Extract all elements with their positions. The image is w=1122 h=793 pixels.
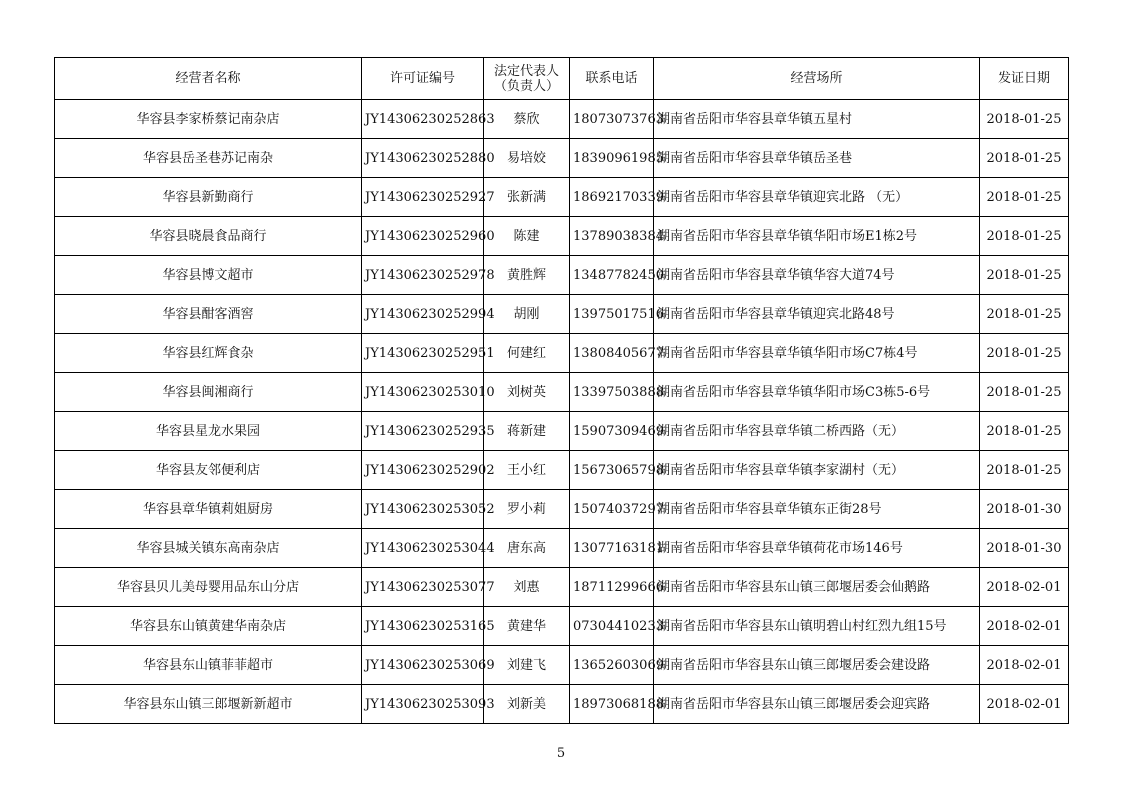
table-row (55, 412, 1069, 451)
legal-representative-cell: 陈建 (484, 217, 570, 256)
table-row (55, 256, 1069, 295)
table-row (55, 451, 1069, 490)
phone-cell: 18973068188 (570, 685, 654, 724)
address-cell: 湖南省岳阳市华容县章华镇华阳市场C3栋5-6号 (654, 373, 980, 412)
operator-name-cell: 华容县岳圣巷苏记南杂 (55, 139, 362, 178)
operator-name-cell: 华容县章华镇莉姐厨房 (55, 490, 362, 529)
operator-name-cell: 华容县星龙水果园 (55, 412, 362, 451)
phone-cell: 15907309469 (570, 412, 654, 451)
address-cell: 湖南省岳阳市华容县章华镇华容大道74号 (654, 256, 980, 295)
table-row (55, 217, 1069, 256)
header-row (55, 58, 1069, 100)
table-row (55, 685, 1069, 724)
license-number-cell: JY14306230253077 (362, 568, 484, 607)
table-row (55, 295, 1069, 334)
license-number-cell: JY14306230253052 (362, 490, 484, 529)
address-cell: 湖南省岳阳市华容县东山镇三郎堰居委会仙鹅路 (654, 568, 980, 607)
license-number-cell: JY14306230253010 (362, 373, 484, 412)
legal-representative-cell: 蒋新建 (484, 412, 570, 451)
legal-representative-cell: 蔡欣 (484, 100, 570, 139)
legal-representative-cell: 张新满 (484, 178, 570, 217)
operator-name-cell: 华容县城关镇东高南杂店 (55, 529, 362, 568)
header-address: 经营场所 (654, 58, 980, 100)
phone-cell: 13975017516 (570, 295, 654, 334)
license-number-cell: JY14306230253044 (362, 529, 484, 568)
license-number-cell: JY14306230252902 (362, 451, 484, 490)
legal-representative-cell: 黄建华 (484, 607, 570, 646)
operator-name-cell: 华容县红辉食杂 (55, 334, 362, 373)
table-row (55, 100, 1069, 139)
operator-name-cell: 华容县闽湘商行 (55, 373, 362, 412)
legal-representative-cell: 胡刚 (484, 295, 570, 334)
operator-name-cell: 华容县东山镇黄建华南杂店 (55, 607, 362, 646)
legal-representative-cell: 王小红 (484, 451, 570, 490)
legal-representative-cell: 刘树英 (484, 373, 570, 412)
table-row (55, 373, 1069, 412)
phone-cell: 13487782450 (570, 256, 654, 295)
license-registry-table (54, 57, 1069, 724)
issue-date-cell: 2018-01-25 (980, 334, 1069, 373)
issue-date-cell: 2018-02-01 (980, 685, 1069, 724)
issue-date-cell: 2018-01-25 (980, 373, 1069, 412)
address-cell: 湖南省岳阳市华容县章华镇华阳市场E1栋2号 (654, 217, 980, 256)
phone-cell: 07304410233 (570, 607, 654, 646)
issue-date-cell: 2018-01-25 (980, 295, 1069, 334)
issue-date-cell: 2018-02-01 (980, 607, 1069, 646)
license-number-cell: JY14306230253069 (362, 646, 484, 685)
operator-name-cell: 华容县新勤商行 (55, 178, 362, 217)
legal-representative-cell: 刘惠 (484, 568, 570, 607)
legal-representative-cell: 罗小莉 (484, 490, 570, 529)
issue-date-cell: 2018-01-30 (980, 529, 1069, 568)
table-row (55, 529, 1069, 568)
legal-representative-cell: 何建红 (484, 334, 570, 373)
license-number-cell: JY14306230253165 (362, 607, 484, 646)
table-row (55, 178, 1069, 217)
issue-date-cell: 2018-01-25 (980, 178, 1069, 217)
header-phone: 联系电话 (570, 58, 654, 100)
table-header (55, 58, 1069, 100)
issue-date-cell: 2018-01-25 (980, 217, 1069, 256)
header-issue-date: 发证日期 (980, 58, 1069, 100)
header-license-number: 许可证编号 (362, 58, 484, 100)
table-row (55, 646, 1069, 685)
issue-date-cell: 2018-02-01 (980, 568, 1069, 607)
license-number-cell: JY14306230252978 (362, 256, 484, 295)
table-row (55, 607, 1069, 646)
operator-name-cell: 华容县李家桥蔡记南杂店 (55, 100, 362, 139)
legal-representative-cell: 黄胜辉 (484, 256, 570, 295)
legal-representative-cell: 刘建飞 (484, 646, 570, 685)
table-body (55, 100, 1069, 724)
license-number-cell: JY14306230252960 (362, 217, 484, 256)
table-row (55, 334, 1069, 373)
address-cell: 湖南省岳阳市华容县章华镇五星村 (654, 100, 980, 139)
page-number: 5 (556, 746, 566, 761)
operator-name-cell: 华容县晓晨食品商行 (55, 217, 362, 256)
license-number-cell: JY14306230252935 (362, 412, 484, 451)
phone-cell: 13652603069 (570, 646, 654, 685)
operator-name-cell: 华容县酣客酒窖 (55, 295, 362, 334)
phone-cell: 13397503888 (570, 373, 654, 412)
header-legal-representative (484, 58, 570, 100)
address-cell: 湖南省岳阳市华容县章华镇东正街28号 (654, 490, 980, 529)
table-row (55, 490, 1069, 529)
issue-date-cell: 2018-01-25 (980, 256, 1069, 295)
license-number-cell: JY14306230252927 (362, 178, 484, 217)
license-number-cell: JY14306230252994 (362, 295, 484, 334)
operator-name-cell: 华容县东山镇菲菲超市 (55, 646, 362, 685)
legal-representative-cell: 刘新美 (484, 685, 570, 724)
address-cell: 湖南省岳阳市华容县章华镇二桥西路（无） (654, 412, 980, 451)
license-number-cell: JY14306230252951 (362, 334, 484, 373)
table-row (55, 139, 1069, 178)
table-row (55, 568, 1069, 607)
header-rep-line1: 法定代表人 (493, 63, 559, 79)
address-cell: 湖南省岳阳市华容县章华镇华阳市场C7栋4号 (654, 334, 980, 373)
license-number-cell: JY14306230253093 (362, 685, 484, 724)
legal-representative-cell: 易培姣 (484, 139, 570, 178)
phone-cell: 18692170339 (570, 178, 654, 217)
address-cell: 湖南省岳阳市华容县东山镇三郎堰居委会迎宾路 (654, 685, 980, 724)
phone-cell: 18390961985 (570, 139, 654, 178)
issue-date-cell: 2018-01-30 (980, 490, 1069, 529)
issue-date-cell: 2018-01-25 (980, 412, 1069, 451)
address-cell: 湖南省岳阳市华容县东山镇三郎堰居委会建设路 (654, 646, 980, 685)
header-rep-line2: （负责人） (493, 78, 559, 94)
phone-cell: 13077163181 (570, 529, 654, 568)
operator-name-cell: 华容县贝儿美母婴用品东山分店 (55, 568, 362, 607)
address-cell: 湖南省岳阳市华容县章华镇李家湖村（无） (654, 451, 980, 490)
address-cell: 湖南省岳阳市华容县章华镇荷花市场146号 (654, 529, 980, 568)
phone-cell: 13808405677 (570, 334, 654, 373)
phone-cell: 18711299666 (570, 568, 654, 607)
issue-date-cell: 2018-01-25 (980, 100, 1069, 139)
address-cell: 湖南省岳阳市华容县章华镇迎宾北路 （无） (654, 178, 980, 217)
license-number-cell: JY14306230252863 (362, 100, 484, 139)
issue-date-cell: 2018-01-25 (980, 451, 1069, 490)
address-cell: 湖南省岳阳市华容县东山镇明碧山村红烈九组15号 (654, 607, 980, 646)
license-number-cell: JY14306230252880 (362, 139, 484, 178)
phone-cell: 15673065798 (570, 451, 654, 490)
operator-name-cell: 华容县博文超市 (55, 256, 362, 295)
phone-cell: 18073073763 (570, 100, 654, 139)
header-operator-name: 经营者名称 (55, 58, 362, 100)
operator-name-cell: 华容县友邻便利店 (55, 451, 362, 490)
legal-representative-cell: 唐东高 (484, 529, 570, 568)
issue-date-cell: 2018-02-01 (980, 646, 1069, 685)
address-cell: 湖南省岳阳市华容县章华镇岳圣巷 (654, 139, 980, 178)
address-cell: 湖南省岳阳市华容县章华镇迎宾北路48号 (654, 295, 980, 334)
phone-cell: 15074037297 (570, 490, 654, 529)
operator-name-cell: 华容县东山镇三郎堰新新超市 (55, 685, 362, 724)
issue-date-cell: 2018-01-25 (980, 139, 1069, 178)
phone-cell: 13789038384 (570, 217, 654, 256)
